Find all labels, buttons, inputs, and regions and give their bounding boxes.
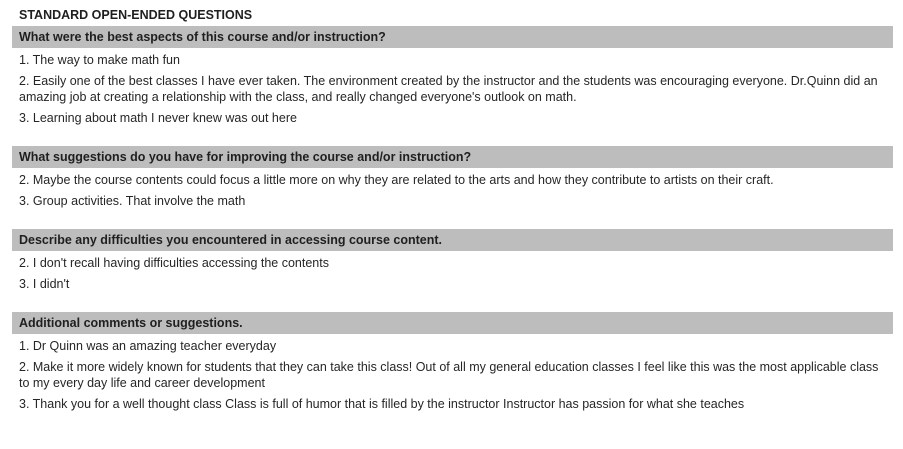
answer-item: 3. I didn't [19,277,70,291]
answer-item: 2. I don't recall having difficulties accessing the contents [19,256,329,270]
section-best-aspects [12,26,893,126]
answer-item: 1. Dr Quinn was an amazing teacher everyday [19,339,277,353]
question-header: What were the best aspects of this course and/or instruction? [12,26,893,48]
section-suggestions [12,146,893,209]
answer-item: 2. Easily one of the best classes I have ever taken. The environment created by the instructor and the students was encouraging everyone. Dr.Quinn did an amazing job at creating a relationship with the class, and really changed everyone's outlook on math. [19,74,878,104]
answer-item: 3. Thank you for a well thought class Class is full of humor that is filled by the instructor Instructor has passion for what she teaches [19,397,745,411]
answer-list [12,172,893,209]
question-header: What suggestions do you have for improving the course and/or instruction? [12,146,893,168]
answer-item: 2. Maybe the course contents could focus a little more on why they are related to the arts and how they contribute to artists on their craft. [19,173,774,187]
answer-list [12,255,893,292]
question-header: Describe any difficulties you encountered in accessing course content. [12,229,893,251]
answer-list [12,52,893,126]
answer-item: 3. Learning about math I never knew was out here [19,111,297,125]
answer-item: 2. Make it more widely known for students that they can take this class! Out of all my general education classes I feel like this was the most applicable class to my every day life and career development [19,360,879,390]
question-header: Additional comments or suggestions. [12,312,893,334]
page-title: STANDARD OPEN-ENDED QUESTIONS [19,8,253,22]
open-ended-questions-report [12,0,893,432]
answer-item: 1. The way to make math fun [19,53,180,67]
section-difficulties [12,229,893,292]
answer-list [12,338,893,412]
section-additional-comments [12,312,893,412]
answer-item: 3. Group activities. That involve the math [19,194,246,208]
